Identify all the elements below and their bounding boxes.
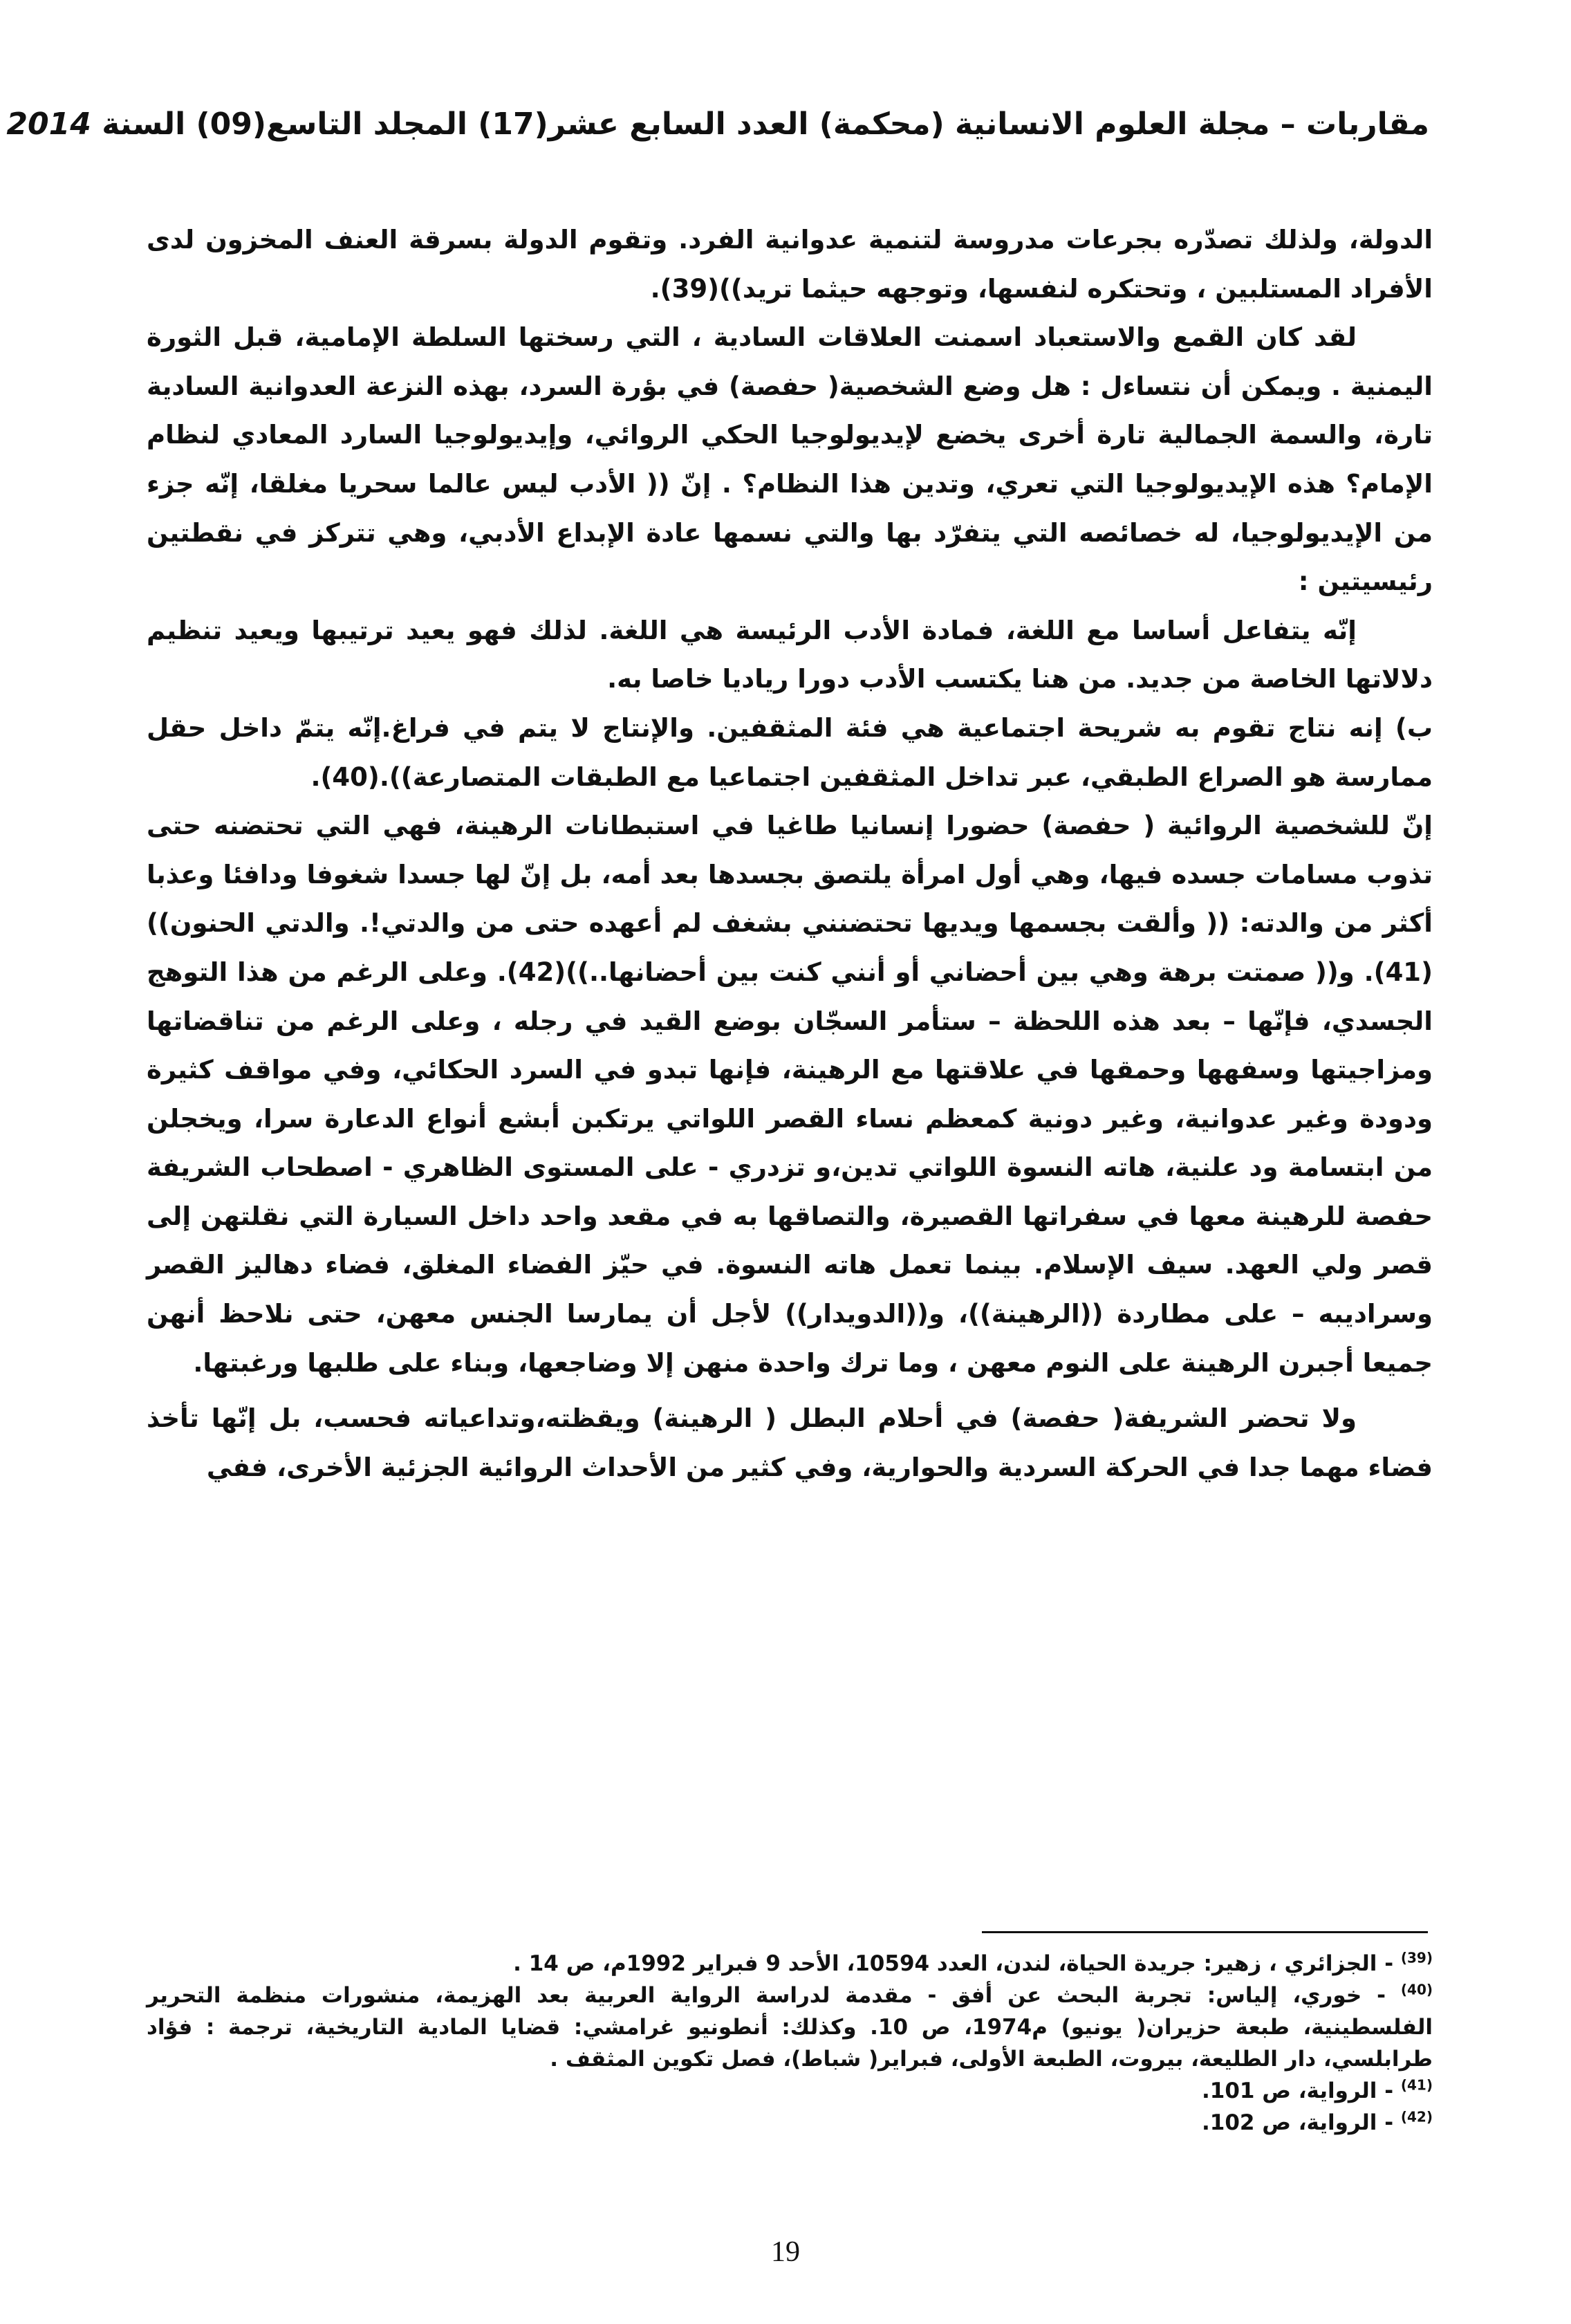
footnote-39: [147, 1948, 1433, 1980]
footnote-text: - الجزائري ، زهير: جريدة الحياة، لندن، العدد 10594، الأحد 9 فبراير 1992م، ص 14 .: [513, 1951, 1394, 1976]
footnote-number: (39): [1400, 1949, 1433, 1966]
footnote-42: [147, 2107, 1433, 2139]
paragraph-3: إنّه يتفاعل أساسا مع اللغة، فمادة الأدب الرئيسة هي اللغة. لذلك فهو يعيد ترتيبها ويعيد تنظيم دلالاتها الخاصة من جديد. من هنا يكتسب الأدب دورا رياديا خاصا به.: [147, 615, 1433, 694]
footnote-40: [147, 1980, 1433, 2075]
footnote-text: - الرواية، ص 101.: [1201, 2078, 1394, 2103]
paragraph-6: ولا تحضر الشريفة( حفصة) في أحلام البطل ( الرهينة) ويقظته،وتداعياته فحسب، بل إنّها تأخذ فضاء مهما جدا في الحركة السردية والحوارية، وفي كثير من الأحداث الروائية الجزئية الأخرى، ففي: [147, 1403, 1433, 1482]
footnote-number: (42): [1400, 2108, 1433, 2125]
paragraph-5: إنّ للشخصية الروائية ( حفصة) حضورا إنسانيا طاغيا في استبطانات الرهينة، فهي التي تحتضنه حتى تذوب مسامات جسده فيها، وهي أول امرأة يلتصق بجسدها بعد أمه، بل إنّ لها جسدا شغوفا ودافئا وعذبا أكثر من والدته: (( وألقت بجسمها ويديها تحتضنني بشغف لم أعهده حتى من والدتي!. والدتي الحنون))(41). و(( صمتت برهة وهي بين أحضاني أو أنني كنت بين أحضانها..))(42). وعلى الرغم من هذا التوهج الجسدي، فإنّها – بعد هذه اللحظة – ستأمر السجّان بوضع القيد في رجله ، وعلى الرغم من تناقضاتها ومزاجيتها وسفهها وحمقها في علاقتها مع الرهينة، فإنها تبدو في السرد الحكائي، وفي مواقف كثيرة ودودة وغير عدوانية، وغير دونية كمعظم نساء القصر اللواتي يرتكبن أبشع أنواع الدعارة سرا، ويخجلن من ابتسامة ود علنية، هاته النسوة اللواتي تدين،و تزدري - على المستوى الظاهري - اصطحاب الشريفة حفصة للرهينة معها في سفراتها القصيرة، والتصاقها به في مقعد واحد داخل السيارة التي نقلتهن إلى قصر ولي العهد. سيف الإسلام. بينما تعمل هاته النسوة. في حيّز الفضاء المغلق، فضاء دهاليز القصر وسراديبه – على مطاردة ((الرهينة))، و((الدويدار)) لأجل أن يمارسا الجنس معهن، حتى نلاحظ أنهن جميعا أجبرن الرهينة على النوم معهن ، وما ترك واحدة منهن إلا وضاجعها، وبناء على طلبها ورغبتها.: [147, 811, 1433, 1378]
body-text: [147, 216, 1433, 1492]
footnote-text: - الرواية، ص 102.: [1201, 2110, 1394, 2135]
journal-title: مقاربات – مجلة العلوم الانسانية (محكمة) العدد السابع عشر(17) المجلد التاسع(09) السنة: [102, 107, 1429, 142]
paragraph-2: لقد كان القمع والاستعباد اسمنت العلاقات السادية ، التي رسختها السلطة الإمامية، قبل الثورة اليمنية . ويمكن أن نتساءل : هل وضع الشخصية( حفصة) في بؤرة السرد، بهذه النزعة العدوانية السادية تارة، والسمة الجمالية تارة أخرى يخضع لإيديولوجيا الحكي الروائي، وإيديولوجيا السارد المعادي لنظام الإمام؟ هذه الإيديولوجيا التي تعري، وتدين هذا النظام؟ . إنّ (( الأدب ليس عالما سحريا مغلقا، إنّه جزء من الإيديولوجيا، له خصائصه التي يتفرّد بها والتي نسمها عادة الإبداع الأدبي، وهي تتركز في نقطتين رئيسيتين :: [147, 322, 1433, 597]
page-number: 19: [771, 2236, 800, 2268]
footnote-divider: [982, 1931, 1428, 1933]
footnotes: [147, 1948, 1433, 2139]
footnote-text: - خوري، إلياس: تجربة البحث عن أفق - مقدمة لدراسة الرواية العربية بعد الهزيمة، منشورات منظمة التحرير الفلسطينية، طبعة حزيران( يونيو) م1974، ص 10. وكذلك: أنطونيو غرامشي: قضايا المادية التاريخية، ترجمة : فؤاد طرابلسي، دار الطليعة، بيروت، الطبعة الأولى، فبراير( شباط)، فصل تكوين المثقف .: [147, 1983, 1433, 2072]
running-header: [6, 104, 1429, 145]
footnote-number: (41): [1400, 2076, 1433, 2094]
paragraph-1: الدولة، ولذلك تصدّره بجرعات مدروسة لتنمية عدوانية الفرد. وتقوم الدولة بسرقة العنف المخزون لدى الأفراد المستلبين ، وتحتكره لنفسها، وتوجهه حيثما تريد))(39).: [147, 225, 1433, 304]
footnote-41: [147, 2075, 1433, 2107]
footnote-number: (40): [1400, 1981, 1433, 1998]
journal-year: 2014: [6, 107, 91, 142]
paragraph-4: ب) إنه نتاج تقوم به شريحة اجتماعية هي فئة المثقفين. والإنتاج لا يتم في فراغ.إنّه يتمّ داخل حقل ممارسة هو الصراع الطبقي، عبر تداخل المثقفين اجتماعيا مع الطبقات المتصارعة)).(40).: [147, 712, 1433, 792]
